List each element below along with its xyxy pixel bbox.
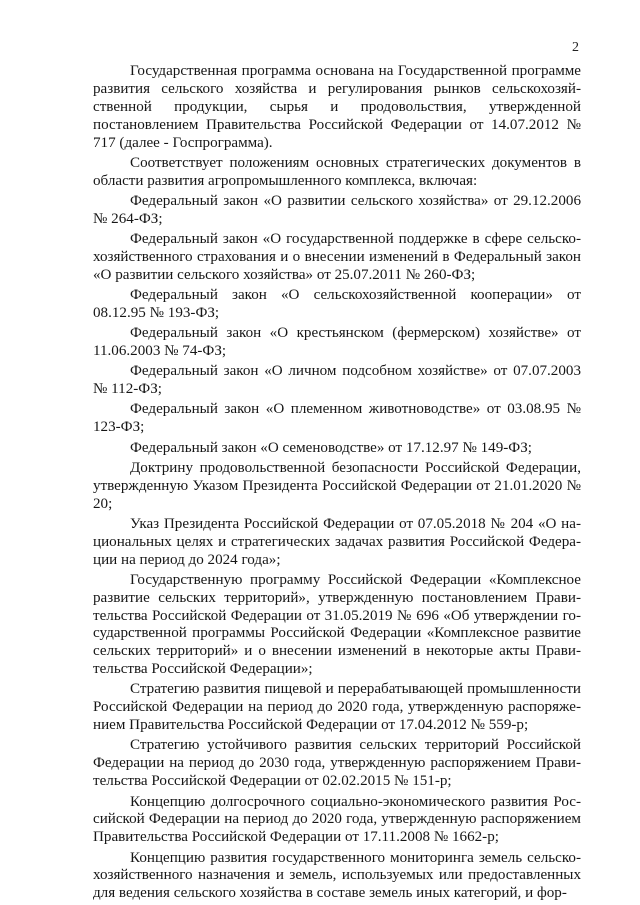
paragraph-law-agri-insurance: Федеральный закон «О государственной поддержке в сфере сельскохозяйственного страхования и о внесении изменений в Федеральный закон «О развитии сельского хозяйства» от 25.07.2011 № 260-ФЗ; [93, 231, 581, 283]
paragraph-law-personal-subsidiary: Федеральный закон «О личном подсобном хозяйстве» от 07.07.2003 № 112-ФЗ; [93, 363, 581, 398]
paragraph-law-breeding: Федеральный закон «О племенном животноводстве» от 03.08.95 № 123-ФЗ; [93, 401, 581, 436]
paragraph-rural-territories-program: Государственную программу Российской Федерации «Комплексное развитие сельских территорий», утвержденную постановлением Правительства Российской Федерации от 31.05.2019 № 696 «Об утверждении государственной программы Российской Федерации «Комплексное развитие сельских территорий» и о внесении изменений в некоторые акты Правительства Российской Федерации»; [93, 571, 581, 678]
paragraph-presidential-decree: Указ Президента Российской Федерации от 07.05.2018 № 204 «О национальных целях и стратегических задачах развития Российской Федерации на период до 2024 года»; [93, 515, 581, 568]
paragraph-food-security-doctrine: Доктрину продовольственной безопасности Российской Федерации, утвержденную Указом Президента Российской Федерации от 21.01.2020 № 20; [93, 459, 581, 512]
paragraph-program-basis: Государственная программа основана на Государственной программе развития сельского хозяйства и регулирования рынков сельскохозяйственной продукции, сырья и продовольствия, утвержденной постановлением Правительства Российской Федерации от 14.07.2012 № 717 (далее - Госпрограмма). [93, 63, 581, 151]
document-body [93, 63, 581, 903]
paragraph-compliance-intro: Соответствует положениям основных стратегических документов в области развития агропромышленного комплекса, включая: [93, 154, 581, 189]
paragraph-law-agriculture-development: Федеральный закон «О развитии сельского хозяйства» от 29.12.2006 № 264-ФЗ; [93, 192, 581, 227]
paragraph-law-cooperation: Федеральный закон «О сельскохозяйственной кооперации» от 08.12.95 № 193-ФЗ; [93, 287, 581, 321]
paragraph-law-farm-household: Федеральный закон «О крестьянском (фермерском) хозяйстве» от 11.06.2003 № 74-ФЗ; [93, 325, 581, 360]
paragraph-law-seed-production: Федеральный закон «О семеноводстве» от 17.12.97 № 149-ФЗ; [130, 439, 532, 456]
page-number: 2 [572, 40, 579, 55]
paragraph-food-industry-strategy: Стратегию развития пищевой и перерабатывающей промышленности Российской Федерации на период до 2020 года, утвержденную распоряжением Правительства Российской Федерации от 17.04.2012 № 559-р; [93, 681, 581, 734]
paragraph-land-monitoring-concept: Концепцию развития государственного мониторинга земель сельскохозяйственного назначения и земель, используемых или предоставленных для ведения сельского хозяйства в составе земель иных категорий, и фор- [93, 849, 581, 902]
paragraph-rural-development-strategy: Стратегию устойчивого развития сельских территорий Российской Федерации на период до 2030 года, утвержденную распоряжением Правительства Российской Федерации от 02.02.2015 № 151-р; [93, 737, 581, 790]
paragraph-long-term-concept: Концепцию долгосрочного социально-экономического развития Российской Федерации на период до 2020 года, утвержденную распоряжением Правительства Российской Федерации от 17.11.2008 № 1662-р; [93, 793, 581, 846]
